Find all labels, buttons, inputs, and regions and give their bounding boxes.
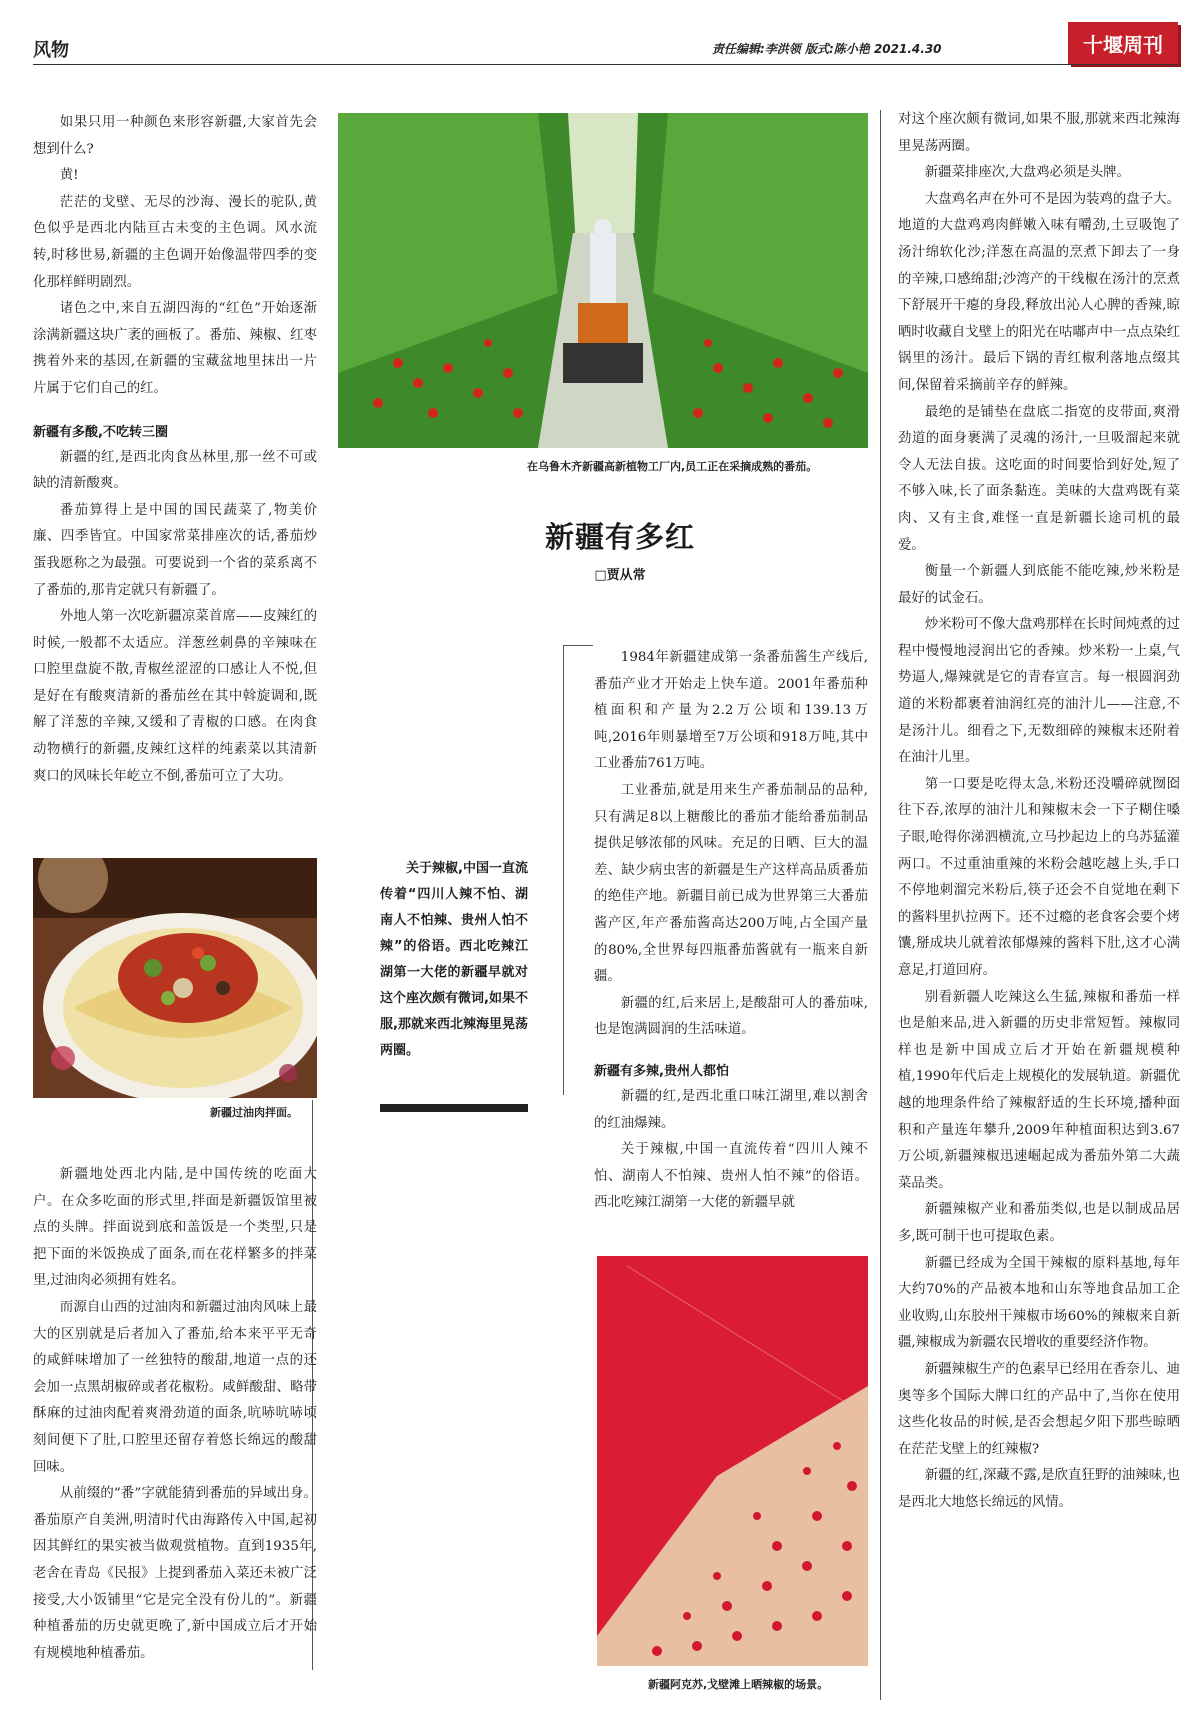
paragraph: 新疆菜排座次,大盘鸡必须是头牌。: [924, 165, 1130, 181]
paragraph: 外地人第一次吃新疆凉菜首席——皮辣红的时候,一般都不太适应。洋葱丝刺鼻的辛辣味在口腔里盘旋不散,青椒丝涩涩的口感让人不悦,但是好在有酸爽清新的番茄丝在其中斡旋调和,既解了洋葱的辛辣,又缓和了青椒的口感。在肉食动物横行的新疆,皮辣红这样的纯素菜以其清新爽口的风味长年屹立不倒,番茄可立了大功。: [33, 609, 317, 784]
noodle-dish-photo: [33, 858, 317, 1098]
paragraph: 从前缀的“番”字就能猜到番茄的异域出身。番茄原产自美洲,明清时代由海路传入中国,起初因其鲜红的果实被当做观赏植物。直到1935年,老舍在青岛《民报》上提到番茄入菜还未被广泛接受,大小饭铺里“它是完全没有份儿的”。新疆种植番茄的历史就更晚了,新中国成立后才开始有规模地种植番茄。: [33, 1486, 317, 1661]
section-name: 风物: [33, 40, 69, 61]
paragraph: 新疆的红,是西北肉食丛林里,那一丝不可或缺的清新酸爽。: [33, 449, 317, 492]
paragraph: 工业番茄,就是用来生产番茄制品的品种,只有满足8以上糖酸比的番茄才能给番茄制品提供足够浓郁的风味。充足的日晒、巨大的温差、缺少病虫害的新疆是生产这样高品质番茄的绝佳产地。新疆目前已成为世界第三大番茄酱产区,年产番茄酱高达200万吨,占全国产量的80%,全世界每四瓶番茄酱就有一瓶来自新疆。: [594, 782, 868, 985]
paragraph: 新疆辣椒生产的色素早已经用在香奈儿、迪奥等多个国际大牌口红的产品中了,当你在使用这些化妆品的时候,是否会想起夕阳下那些晾晒在茫茫戈壁上的红辣椒?: [898, 1361, 1180, 1457]
paragraph: 衡量一个新疆人到底能不能吃辣,炒米粉是最好的试金石。: [898, 564, 1180, 606]
paragraph: 别看新疆人吃辣这么生猛,辣椒和番茄一样也是舶来品,进入新疆的历史非常短暂。辣椒同样也是新中国成立后才开始在新疆规模种植,1990年代后走上规模化的发展轨道。新疆优越的地理条件给了辣椒舒适的生长环境,播种面积和产量连年攀升,2009年种植面积达到3.67万公顷,新疆辣椒迅速崛起成为番茄外第二大蔬菜品类。: [898, 989, 1180, 1191]
byline: □贾从常: [594, 568, 646, 583]
photo-caption: 新疆阿克苏,戈壁滩上晒辣椒的场景。: [648, 1678, 829, 1691]
paragraph: 新疆的红,是西北重口味江湖里,难以割舍的红油爆辣。: [594, 1088, 868, 1131]
header-rule: [33, 64, 1178, 65]
paragraph: 而源自山西的过油肉和新疆过油肉风味上最大的区别就是后者加入了番茄,给本来平平无奇的咸鲜味增加了一丝独特的酸甜,地道一点的还会加一点黑胡椒碎或者花椒粉。咸鲜酸甜、略带酥麻的过油肉配着爽滑劲道的面条,吭哧吭哧顷刻间便下了肚,口腔里还留存着悠长绵远的酸甜回味。: [33, 1299, 317, 1475]
tomato-greenhouse-photo: [338, 113, 868, 448]
column-1-top: [33, 110, 317, 790]
masthead-logo: 十堰周刊: [1068, 22, 1178, 64]
title-block: [545, 515, 695, 583]
paragraph: 茫茫的戈壁、无尽的沙海、漫长的驼队,黄色似乎是西北内陆亘古未变的主色调。风水流转,时移世易,新疆的主色调开始像温带四季的变化那样鲜明剧烈。: [33, 194, 317, 290]
photo-caption: 新疆过油肉拌面。: [210, 1106, 298, 1119]
box-rule: [563, 645, 593, 646]
column-1-bottom: [33, 1162, 317, 1667]
article-title: 新疆有多红: [545, 520, 696, 554]
paragraph: 新疆的红,深藏不露,是欣直狂野的油辣味,也是西北大地悠长绵远的风情。: [898, 1468, 1180, 1510]
paragraph: 黄!: [59, 168, 79, 184]
paragraph: 新疆的红,后来居上,是酸甜可人的番茄味,也是饱满圆润的生活味道。: [594, 995, 868, 1038]
paragraph: 新疆已经成为全国干辣椒的原料基地,每年大约70%的产品被本地和山东等地食品加工企业收购,山东胶州干辣椒市场60%的辣椒来自新疆,辣椒成为新疆农民增收的重要经济作物。: [898, 1255, 1180, 1351]
paragraph: 诸色之中,来自五湖四海的“红色”开始逐渐涂满新疆这块广袤的画板了。番茄、辣椒、红枣携着外来的基因,在新疆的宝藏盆地里抹出一片片属于它们自己的红。: [33, 301, 317, 396]
paragraph: 对这个座次颇有微词,如果不服,那就来西北辣海里晃荡两圈。: [898, 112, 1180, 154]
paragraph: 最绝的是铺垫在盘底二指宽的皮带面,爽滑劲道的面身裹满了灵魂的汤汁,一旦吸溜起来就令人无法自拔。这吃面的时间要恰到好处,短了不够入味,长了面条黏连。美味的大盘鸡既有菜肉、又有主食,难怪一直是新疆长途司机的最爱。: [898, 404, 1180, 553]
paragraph: 如果只用一种颜色来形容新疆,大家首先会想到什么?: [33, 115, 317, 157]
paragraph: 番茄算得上是中国的国民蔬菜了,物美价廉、四季皆宜。中国家常菜排座次的话,番茄炒蛋我愿称之为最强。可要说到一个省的菜系离不了番茄的,那肯定就只有新疆了。: [33, 502, 317, 598]
paragraph: 炒米粉可不像大盘鸡那样在长时间炖煮的过程中慢慢地浸润出它的香辣。炒米粉一上桌,气势逼人,爆辣就是它的青春宣言。每一根圆润劲道的米粉都裹着油润红亮的油汁儿——注意,不是汤汁儿。细看之下,无数细碎的辣椒末还附着在油汁儿里。: [898, 617, 1180, 766]
pull-quote-bar: [380, 1104, 528, 1112]
paragraph: 大盘鸡名声在外可不是因为装鸡的盘子大。地道的大盘鸡鸡肉鲜嫩入味有嚼劲,土豆吸饱了汤汁绵软化沙;洋葱在高温的烹煮下卸去了一身的辛辣,口感绵甜;沙湾产的干线椒在汤汁的烹煮下舒展开干瘪的身段,释放出沁人心脾的香辣,晾晒时收藏自戈壁上的阳光在咕嘟声中一点点染红锅里的汤汁。最后下锅的青红椒利落地点缀其间,保留着采摘前辛存的鲜辣。: [898, 191, 1180, 393]
pull-quote: 关于辣椒,中国一直流传着“四川人辣不怕、湖南人不怕辣、贵州人怕不辣”的俗语。西北吃辣江湖第一大佬的新疆早就对这个座次颇有微词,如果不服,那就来西北辣海里晃荡两圈。: [380, 861, 528, 1058]
section-heading: 新疆有多酸,不吃转三圈: [33, 424, 168, 440]
paragraph: 1984年新疆建成第一条番茄酱生产线后,番茄产业才开始走上快车道。2001年番茄种植面积和产量为2.2万公顷和139.13万吨,2016年则暴增至7万公顷和918万吨,其中工业番茄761万吨。: [594, 650, 868, 772]
chili-drying-photo: [597, 1256, 868, 1666]
paragraph: 第一口要是吃得太急,米粉还没嚼碎就囫囵往下吞,浓厚的油汁儿和辣椒末会一下子糊住嗓子眼,呛得你涕泗横流,立马抄起边上的乌苏猛灌两口。不过重油重辣的米粉会越吃越上头,手口不停地刺溜完米粉后,筷子还会不自觉地在剩下的酱料里扒拉两下。还不过瘾的老食客会要个烤馕,掰成块儿就着浓郁爆辣的酱料下肚,这才心满意足,打道回府。: [898, 776, 1180, 978]
section-heading: 新疆有多辣,贵州人都怕: [594, 1063, 729, 1079]
paragraph: 新疆地处西北内陆,是中国传统的吃面大户。在众多吃面的形式里,拌面是新疆饭馆里被点的头牌。拌面说到底和盖饭是一个类型,只是把下面的米饭换成了面条,而在花样繁多的拌菜里,过油肉必须拥有姓名。: [33, 1167, 317, 1289]
column-3: [594, 645, 868, 1217]
editor-credits: 责任编辑:李洪领 版式:陈小艳 2021.4.30: [712, 42, 942, 56]
paragraph: 新疆辣椒产业和番茄类似,也是以制成品居多,既可制干也可提取色素。: [898, 1202, 1180, 1244]
paragraph: 关于辣椒,中国一直流传着“四川人辣不怕、湖南人不怕辣、贵州人怕不辣”的俗语。西北吃辣江湖第一大佬的新疆早就: [594, 1142, 868, 1211]
column-4: [898, 107, 1180, 1516]
column-rule: [563, 645, 564, 1095]
column-rule: [880, 110, 881, 1700]
photo-caption: 在乌鲁木齐新疆高新植物工厂内,员工正在采摘成熟的番茄。: [527, 460, 818, 473]
